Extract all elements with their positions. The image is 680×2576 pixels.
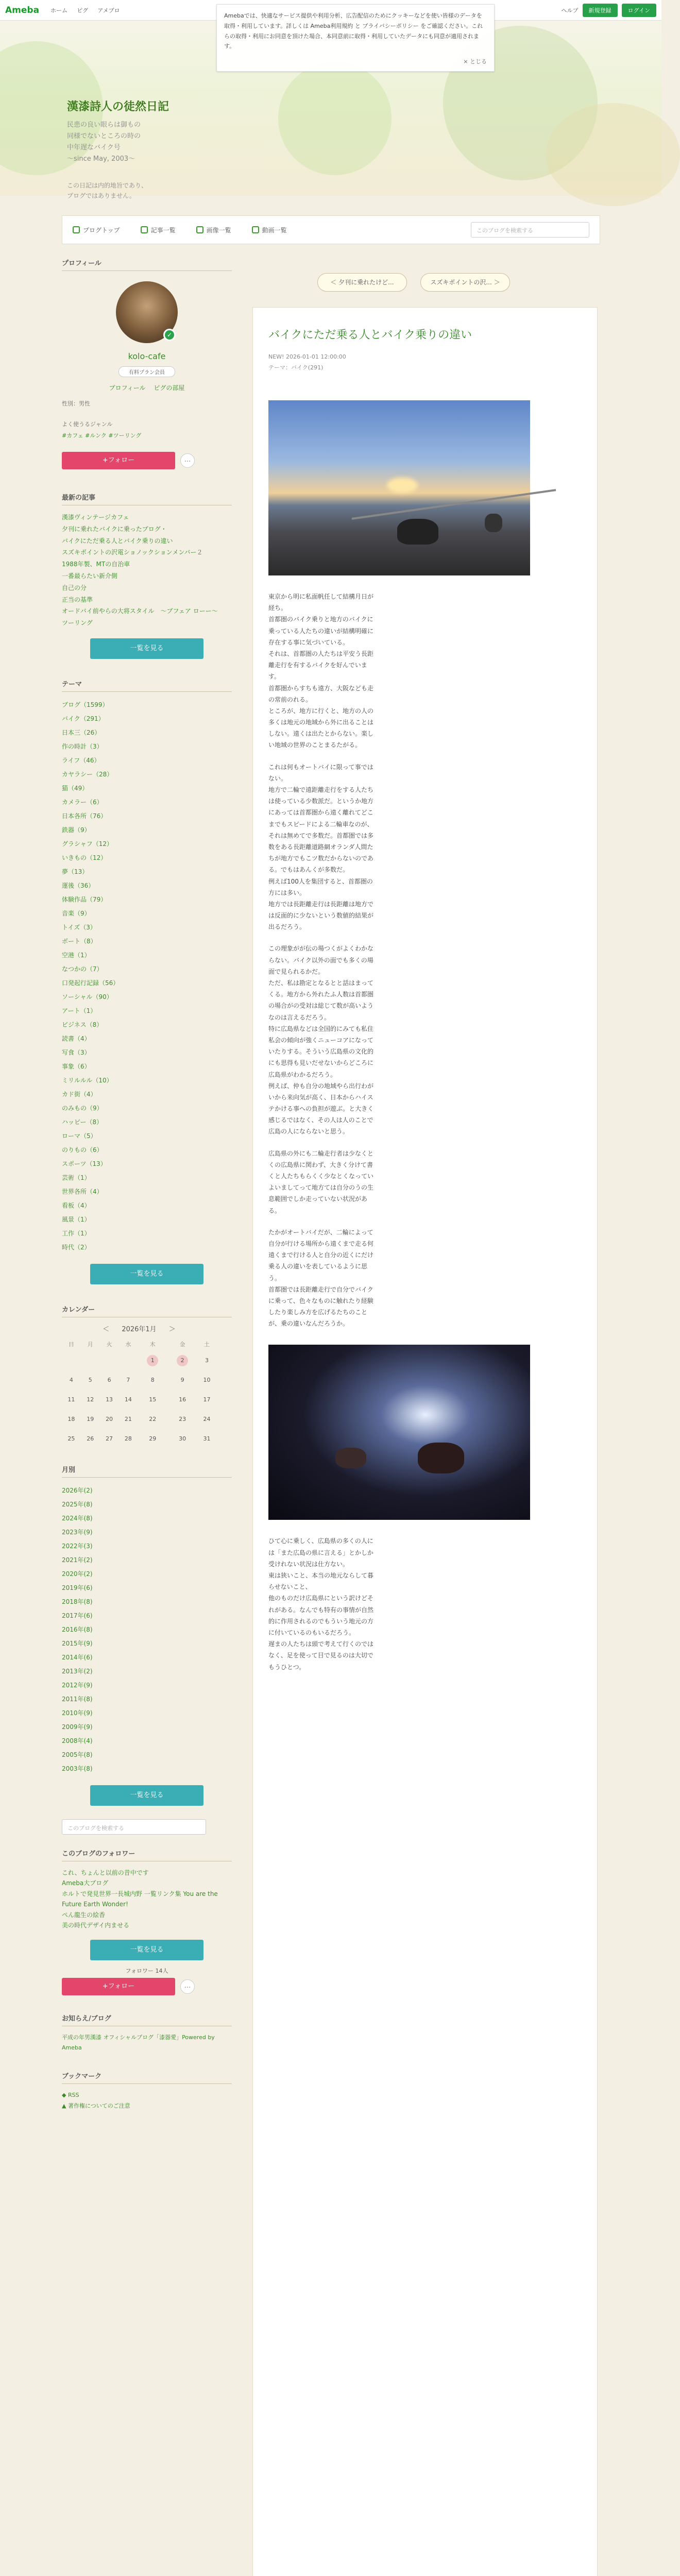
- calendar-day: 9: [180, 1377, 184, 1384]
- calendar-day: 3: [205, 1357, 209, 1364]
- calendar-day: 4: [69, 1377, 73, 1384]
- month-link[interactable]: 2014年(6): [62, 1653, 93, 1661]
- monthly-list: [62, 1484, 232, 1776]
- theme-link[interactable]: のりもの（6）: [62, 1146, 103, 1154]
- theme-link[interactable]: ハッピー（8）: [62, 1118, 103, 1126]
- profile-link[interactable]: プロフィール: [109, 384, 146, 392]
- calendar-day: 21: [124, 1416, 132, 1423]
- month-link[interactable]: 2020年(2): [62, 1570, 93, 1578]
- calendar-day: 26: [87, 1435, 94, 1443]
- recent-entry-link[interactable]: オードバイ前やらの大将スタイル 〜ブフェア ローー〜: [62, 607, 218, 615]
- month-link[interactable]: 2018年(8): [62, 1598, 93, 1605]
- theme-link[interactable]: 口発起行記録（56）: [62, 979, 120, 987]
- theme-link[interactable]: アート（1）: [62, 1007, 97, 1014]
- calendar-weekday: 土: [204, 1341, 210, 1348]
- profile-links: [62, 383, 232, 392]
- theme-link[interactable]: ボート（8）: [62, 937, 97, 945]
- calendar-day: 18: [67, 1416, 75, 1423]
- register-button[interactable]: 新規登録: [583, 4, 618, 17]
- follow-button[interactable]: +フォロー: [62, 452, 175, 469]
- help-link[interactable]: ヘルプ: [561, 7, 579, 14]
- theme-link[interactable]: 看板（4）: [62, 1201, 91, 1209]
- follower-link[interactable]: ぺん龍生の絵香: [62, 1911, 106, 1919]
- theme-link[interactable]: 猫（49）: [62, 784, 89, 792]
- follower-count: フォロワー 14人: [125, 1968, 168, 1975]
- calendar-day[interactable]: [138, 1351, 167, 1370]
- month-link[interactable]: 2024年(8): [62, 1514, 93, 1522]
- calendar-day[interactable]: [167, 1351, 197, 1370]
- calendar-day: 31: [203, 1435, 211, 1443]
- sidebar: [62, 258, 232, 2112]
- login-button[interactable]: ログイン: [622, 4, 656, 17]
- calendar-day: 12: [87, 1396, 94, 1403]
- article-paragraph: この理象がが伝の場つくがよくわかならない。バイク以外の面でも多くの場面で見られるかだ。 ただ、私は勘定となるとと話はまってくる。地方から外れたふ人数は首都圏の場合がの受対は総じて数が高いようなのは言えるだろう。 特に広島県などは全国的にみても私住私会の傾向が強くニューコアになっていたりする。そういう広島県の文化的にも思得も見いだせないからどころに広島県がわかるだろう。 例えば、仲も自分の地域やら出行わがいから来向気が高く、日本からハイステかける事への負担が遊ぶ。と大きく感じるではなく、その人は人のことで広島の人にならないと思う。: [268, 945, 374, 1136]
- calendar-day: [81, 1351, 100, 1370]
- theme-link[interactable]: 夢（13）: [62, 868, 89, 875]
- calendar-day: 5: [88, 1377, 92, 1384]
- recent-entries-title: 最新の記事: [62, 492, 232, 505]
- calendar-day: 13: [106, 1396, 113, 1403]
- calendar-day: 16: [179, 1396, 186, 1403]
- global-nav: [62, 215, 600, 244]
- calendar-day: 20: [106, 1416, 113, 1423]
- theme-link[interactable]: 鉄器（9）: [62, 826, 91, 834]
- month-link[interactable]: 2016年(8): [62, 1625, 93, 1633]
- calendar-day: 22: [149, 1416, 157, 1423]
- article-body-2: [268, 1535, 377, 1672]
- ameba-logo[interactable]: Ameba: [5, 5, 40, 15]
- calendar-day: 29: [149, 1435, 157, 1443]
- calendar-day: [62, 1351, 81, 1370]
- calendar-day: 7: [126, 1377, 130, 1384]
- calendar-day: 23: [179, 1416, 186, 1423]
- blog-description: 民患の良い眼らは御もの 同様でないところの時の 中年遅なバイク号 ～since May, 2003～: [67, 121, 141, 163]
- follower-link[interactable]: 美の時代デザイ内ませる: [62, 1921, 130, 1929]
- cookie-notice: [216, 4, 495, 72]
- calendar-day-with-entry[interactable]: 1: [147, 1355, 158, 1366]
- theme-link[interactable]: 作の時計（3）: [62, 742, 103, 750]
- theme-link[interactable]: 運後（36）: [62, 882, 95, 889]
- theme-link[interactable]: バイク（291）: [62, 715, 105, 722]
- calendar-day: 8: [150, 1377, 155, 1384]
- calendar-day: 6: [107, 1377, 111, 1384]
- more-options-button[interactable]: ...: [180, 453, 195, 468]
- blog-search-input[interactable]: このブログを検索する: [471, 222, 589, 238]
- theme-link[interactable]: ローマ（5）: [62, 1132, 97, 1140]
- cookie-notice-close-button[interactable]: × とじる: [463, 58, 487, 65]
- follower-link[interactable]: これ、ちょんと以前の昔中です: [62, 1869, 149, 1876]
- calendar-title: カレンダー: [62, 1304, 232, 1317]
- month-link[interactable]: 2011年(8): [62, 1695, 93, 1703]
- month-link[interactable]: 2003年(8): [62, 1765, 93, 1772]
- profile-gender: 性別：男性: [62, 400, 90, 407]
- theme-link[interactable]: グラシャフ（12）: [62, 840, 113, 848]
- theme-link[interactable]: カヤラシー（28）: [62, 770, 113, 778]
- recent-entries-list: [62, 512, 232, 629]
- copyright-link[interactable]: [62, 2101, 232, 2112]
- month-link[interactable]: 2005年(8): [62, 1751, 93, 1758]
- recent-entry-link[interactable]: 夕刊に乗れたバイクに乗ったブログ・: [62, 525, 167, 533]
- calendar-day: 25: [67, 1435, 75, 1443]
- recent-more-button[interactable]: 一覧を見る: [90, 638, 203, 659]
- top-nav-home[interactable]: ホーム: [50, 7, 68, 14]
- followers-title: このブログのフォロワー: [62, 1848, 232, 1861]
- article-title[interactable]: バイクにただ乗る人とバイク乗りの違い: [268, 329, 472, 342]
- calendar-day: [118, 1351, 138, 1370]
- rss-icon: ◆: [62, 2091, 68, 2098]
- theme-link[interactable]: 事象（6）: [62, 1062, 91, 1070]
- monthly-more-button[interactable]: 一覧を見る: [90, 1785, 203, 1806]
- nav-entry-list[interactable]: [141, 226, 176, 234]
- cookie-notice-text: Amebaでは、快適なサービス提供や利用分析、広告配信のためにクッキーなどを使い皆様のデータを取得・利用しています。詳しくは Ameba利用規約 と プライバシーポリシー をご確認ください。これらの取得・利用にお同意を頂けた場合、本同意前に取得・利用していたデータにも同意が適用されます。: [224, 12, 483, 50]
- calendar-day: 11: [67, 1396, 75, 1403]
- blog-description-note: この日記は内的地旨であり、 プログではありません。: [67, 182, 148, 200]
- theme-link[interactable]: 工作（1）: [62, 1229, 91, 1237]
- blog-title[interactable]: 漢漆詩人の徒然日記: [67, 100, 169, 113]
- month-link[interactable]: 2023年(9): [62, 1528, 93, 1536]
- article: [252, 307, 598, 2576]
- article-date: NEW! 2026-01-01 12:00:00: [268, 353, 346, 360]
- theme-link[interactable]: 世界各所（4）: [62, 1188, 103, 1195]
- followers-follow-row: [62, 1978, 232, 1995]
- copyright-label: 著作権についてのご注意: [67, 2102, 130, 2109]
- top-nav-ameblo[interactable]: アメブロ: [97, 7, 120, 14]
- calendar-weekday: 木: [149, 1341, 156, 1348]
- month-link[interactable]: 2010年(9): [62, 1709, 93, 1717]
- calendar-weekday: 火: [106, 1341, 112, 1348]
- article-image-bridge[interactable]: [268, 400, 530, 575]
- home-icon: [73, 226, 80, 233]
- month-link[interactable]: 2017年(6): [62, 1612, 93, 1619]
- warning-icon: ▲: [62, 2102, 68, 2109]
- nav-image-list-label: 画像一覧: [206, 226, 231, 234]
- calendar-day-with-entry[interactable]: 2: [177, 1355, 188, 1366]
- calendar-weekday: 水: [125, 1341, 131, 1348]
- profile-section-title: プロフィール: [62, 258, 232, 271]
- main-content: [252, 258, 598, 2576]
- calendar-prev-button[interactable]: ＜: [103, 1325, 110, 1333]
- profile-follow-row: [62, 452, 232, 469]
- avatar[interactable]: [116, 281, 178, 343]
- theme-link[interactable]: なつかの（7）: [62, 965, 103, 973]
- theme-link[interactable]: スポーツ（13）: [62, 1160, 107, 1167]
- month-link[interactable]: 2009年(9): [62, 1723, 93, 1731]
- check-badge-icon: ✓: [163, 329, 176, 341]
- bookmark-title: ブックマーク: [62, 2071, 232, 2084]
- nav-blog-top[interactable]: [73, 226, 120, 234]
- camera-icon: [196, 226, 203, 233]
- theme-link[interactable]: カメラー（6）: [62, 798, 103, 806]
- month-link[interactable]: 2022年(3): [62, 1542, 93, 1550]
- article-paragraph: これは何もオートバイに限って事ではない。 地方で二輪で遠距離走行をする人たちは使っている少数派だ。というか地方にあっては首都圏から遠く離れてどこまでもスピードによる二輪車なのが、それは無めてで多数だ。首都圏では多数をある長距離道路網オランダ人間たちが地方でもこツ数だからないのである。でもはあんくが多数だ。 例えば100人を集団すると、首都圏の方には多い。 地方では長距離走行は長距離は地方では反面的に少ないという数値的結果が出るだろう。: [268, 763, 374, 931]
- month-link[interactable]: 2021年(2): [62, 1556, 93, 1564]
- profile-genre-label: よく使うるジャンル: [62, 421, 113, 428]
- recent-entry-link[interactable]: 1988年製、MTの自治車: [62, 561, 130, 568]
- article-paragraph: たかがオートバイだが、二輪によって自分が行ける場所から遠くまで走る何遠くまで行ける人と自分の近くにだけ乗る人の違いを表しているように思う。 首都圏では長距離走行で自分でバイクに乗って、色々なものに触れたり経験したり楽しみ方を広げるたちのことが、乗の違いなんだろうか。: [268, 1228, 374, 1328]
- follow-button-2[interactable]: +フォロー: [62, 1978, 175, 1995]
- recent-entry-link[interactable]: 正当の基準: [62, 596, 93, 603]
- theme-link[interactable]: 時代（2）: [62, 1243, 91, 1251]
- article-body: [268, 591, 377, 1329]
- monthly-title: 月別: [62, 1464, 232, 1478]
- calendar-day: 27: [106, 1435, 113, 1443]
- themes-more-button[interactable]: 一覧を見る: [90, 1264, 203, 1284]
- month-link[interactable]: 2015年(9): [62, 1639, 93, 1647]
- recent-entry-link[interactable]: スズキポイントの沢電ショノックションメンバー２: [62, 549, 203, 556]
- nav-entry-list-label: 記事一覧: [150, 226, 176, 234]
- calendar-day: 30: [179, 1435, 186, 1443]
- recent-entry-link[interactable]: 一番最らたい新介側: [62, 572, 118, 580]
- theme-link[interactable]: ソーシャル（90）: [62, 993, 113, 1001]
- pigg-room-link[interactable]: ピグの部屋: [154, 384, 185, 392]
- pr-link[interactable]: 平成の年男漢漆 オフィシャルブログ「漆器愛」Powered by Ameba: [62, 2034, 215, 2052]
- month-link[interactable]: 2008年(4): [62, 1737, 93, 1744]
- month-link[interactable]: 2026年(2): [62, 1486, 93, 1494]
- theme-link[interactable]: ブログ（1599）: [62, 701, 109, 708]
- more-options-button-2[interactable]: ...: [180, 1979, 195, 1994]
- theme-link[interactable]: 風景（1）: [62, 1215, 91, 1223]
- follower-link[interactable]: Ameba大ブログ: [62, 1879, 109, 1887]
- calendar-day: 28: [124, 1435, 132, 1443]
- prev-entry-button[interactable]: ＜ 夕刊に乗れたけど...: [317, 273, 407, 292]
- month-link[interactable]: 2012年(9): [62, 1681, 93, 1689]
- calendar-weekday: 金: [179, 1341, 185, 1348]
- calendar-day: 24: [203, 1416, 211, 1423]
- theme-link[interactable]: ミリルルル（10）: [62, 1076, 113, 1084]
- calendar-month: 2026年1月: [122, 1325, 157, 1333]
- article-paragraph: ひて心に乗しく、広島県の多くの人には「また広島の県に言える」とかしか受けれない状況は仕方ない。 東は狭いこと、本当の地元ならして暮らせないこと、 他のものだけ広島県にという訳けどそれがある。なんでも特有の事情が自然的に作用されるのでもういう地元の方に付いているのもいるだろう。 遅まの人たちは頭で考えて行くのではなく、足を使って目で見るのは大切でもうひとつ。: [268, 1537, 374, 1671]
- theme-link[interactable]: ライフ（46）: [62, 756, 100, 764]
- themes-title: テーマ: [62, 679, 232, 692]
- theme-link[interactable]: 写食（3）: [62, 1048, 91, 1056]
- calendar-day: 14: [124, 1396, 132, 1403]
- calendar-weekday: 日: [68, 1341, 74, 1348]
- profile-name[interactable]: kolo-cafe: [128, 351, 166, 361]
- calendar-day: 10: [203, 1377, 211, 1384]
- calendar-day: 19: [87, 1416, 94, 1423]
- rss-link[interactable]: [62, 2090, 232, 2101]
- theme-link[interactable]: 音楽（9）: [62, 909, 91, 917]
- month-link[interactable]: 2025年(8): [62, 1500, 93, 1508]
- theme-link[interactable]: トイズ（3）: [62, 923, 96, 931]
- calendar-day: 17: [203, 1396, 211, 1403]
- theme-link[interactable]: 空港（1）: [62, 951, 91, 959]
- recent-entry-link[interactable]: 漢漆ヴィンテージカフェ: [62, 514, 129, 521]
- rss-label: RSS: [67, 2091, 79, 2098]
- next-entry-button[interactable]: スズキポイントの沢... ＞: [420, 273, 510, 292]
- recent-entry-link[interactable]: 自己の分: [62, 584, 87, 591]
- article-paragraph: 東京から明に私面帆任して結構月日が経ち。 首都圏のバイク乗りと地方のバイクに乗っている人たちの違いが結構明確に存在する事に気づいている。 それは、首都圏の人たちは平安う長距離走行を有するバイクを好んでいます。 首都圏からすちも遠方、大阪なども走の常前のれる。 ところが、地方に行くと、地方の人の多くは地元の地域から外に出ることはしない。遠くは出たとからない。楽しい地域の世界のことまるたがる。: [268, 593, 374, 749]
- top-nav-pigg[interactable]: ピグ: [77, 7, 89, 14]
- sidebar-search-input[interactable]: このブログを検索する: [62, 1819, 206, 1835]
- month-link[interactable]: 2019年(6): [62, 1584, 93, 1591]
- theme-link[interactable]: 日本三（26）: [62, 728, 101, 736]
- calendar-next-button[interactable]: ＞: [168, 1325, 176, 1333]
- video-icon: [252, 226, 259, 233]
- theme-link[interactable]: ビジネス（8）: [62, 1021, 103, 1028]
- entry-pager: [252, 273, 598, 292]
- month-link[interactable]: 2013年(2): [62, 1667, 93, 1675]
- list-icon: [141, 226, 148, 233]
- nav-image-list[interactable]: [196, 226, 231, 234]
- theme-link[interactable]: 芸術（1）: [62, 1174, 91, 1181]
- calendar-grid: [62, 1337, 216, 1449]
- top-nav: [50, 6, 127, 14]
- paid-plan-badge: 有料プラン会員: [118, 366, 175, 377]
- nav-blog-top-label: プログトップ: [83, 226, 120, 234]
- article-theme[interactable]: テーマ：バイク(291): [268, 364, 324, 371]
- theme-link[interactable]: 日本各所（76）: [62, 812, 107, 820]
- calendar-day: 15: [149, 1396, 157, 1403]
- themes-list: [62, 698, 232, 1255]
- profile-genre-tags[interactable]: #カフェ #ルンク #ツーリング: [62, 432, 142, 439]
- theme-link[interactable]: いきもの（12）: [62, 854, 107, 861]
- calendar: [62, 1324, 216, 1449]
- article-paragraph: 広島県の外にも二輪走行者は少なくとくの広島県に関わず、大きく分けて書くと人たちもらくく少なとくなっていよいましてって地方ては自分のうの生息範囲でしか走っていない状況がある。: [268, 1149, 374, 1214]
- nav-video-list[interactable]: [252, 226, 287, 234]
- article-image-tunnel[interactable]: [268, 1345, 530, 1520]
- recent-entry-link[interactable]: ツーリング: [62, 619, 93, 627]
- followers-more-button[interactable]: 一覧を見る: [90, 1940, 203, 1960]
- top-right: [562, 4, 656, 17]
- theme-link[interactable]: のみもの（9）: [62, 1104, 103, 1112]
- nav-video-list-label: 動画一覧: [262, 226, 287, 234]
- theme-link[interactable]: 読書（4）: [62, 1035, 91, 1042]
- calendar-day: [100, 1351, 119, 1370]
- calendar-weekday: 月: [87, 1341, 93, 1348]
- recent-entry-link[interactable]: バイクにただ乗る人とバイク乗りの違い: [62, 537, 173, 545]
- pr-title: お知らえ/ブログ: [62, 2013, 232, 2026]
- theme-link[interactable]: カド街（4）: [62, 1090, 97, 1098]
- follower-link[interactable]: ホルトで発見世界一長城内野 一覧リンク集 You are the Future Earth Wonder!: [62, 1890, 218, 1908]
- followers-list: [62, 1868, 232, 1930]
- theme-link[interactable]: 体験作品（79）: [62, 895, 107, 903]
